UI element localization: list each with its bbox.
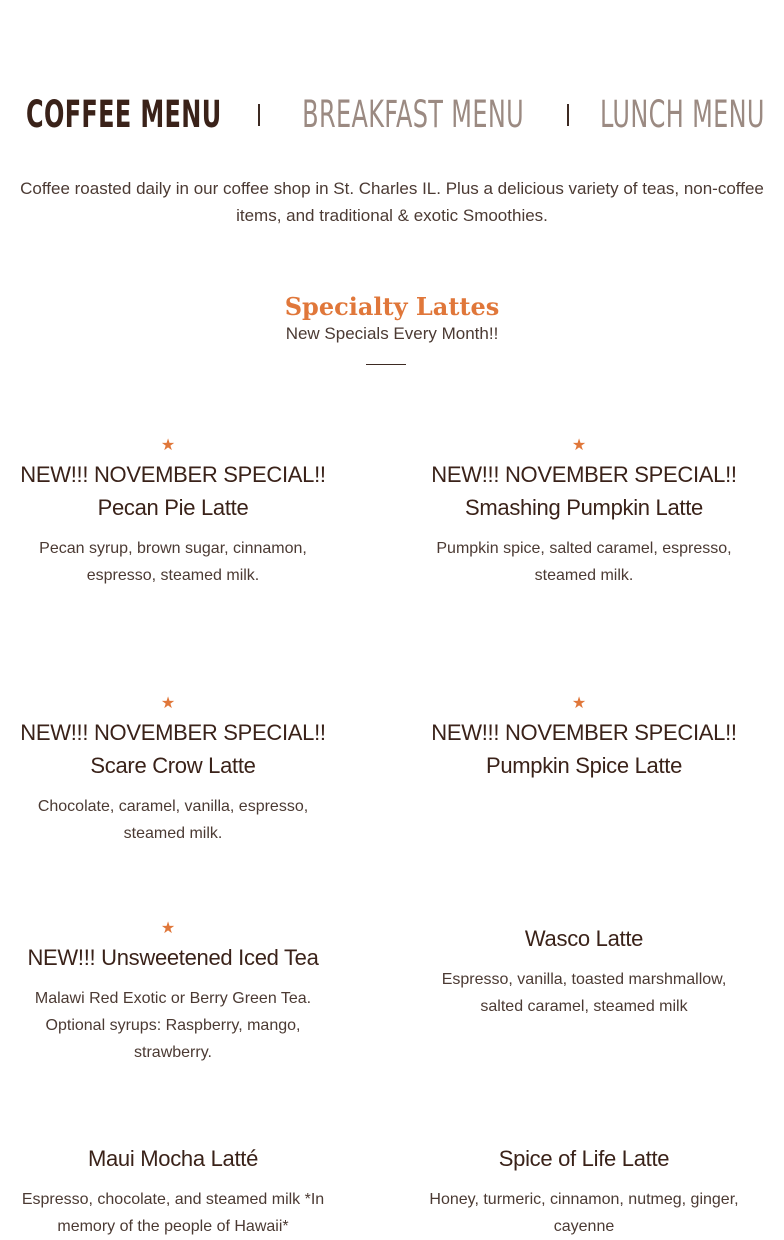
section-title: Specialty Lattes (284, 291, 500, 321)
star-icon: ★ (160, 695, 176, 712)
nav-breakfast-menu[interactable]: BREAKFAST MENU (302, 92, 525, 136)
menu-item-description: Chocolate, caramel, vanilla, espresso, steamed milk. (37, 798, 309, 842)
menu-item-description: Honey, turmeric, cinnamon, nutmeg, ginger, cayenne (429, 1191, 739, 1235)
menu-item-name: Wasco Latte (524, 926, 644, 951)
intro-text: Coffee roasted daily in our coffee shop in St. Charles IL. Plus a delicious variety of teas, non-coffee items, and traditional & exotic Smoothies. (20, 179, 764, 225)
star-icon: ★ (571, 437, 587, 454)
menu-item-name: Maui Mocha Latté (87, 1146, 259, 1171)
menu-item-name: Spice of Life Latte (498, 1146, 670, 1171)
nav-separator (258, 104, 260, 126)
menu-item-wasco-latte (429, 922, 739, 1020)
menu-item-spice-of-life-latte (429, 1142, 739, 1240)
nav-coffee-menu[interactable]: COFFEE MENU (25, 92, 222, 136)
menu-item-description: Pumpkin spice, salted caramel, espresso, steamed milk. (436, 540, 732, 584)
star-icon: ★ (160, 437, 176, 454)
menu-item-pumpkin-spice-latte (429, 696, 739, 782)
menu-item-maui-mocha-latte (18, 1142, 328, 1240)
menu-item-description: Espresso, chocolate, and steamed milk *In memory of the people of Hawaii* (21, 1191, 325, 1235)
menu-item-description: Malawi Red Exotic or Berry Green Tea. Optional syrups: Raspberry, mango, strawberry. (34, 990, 312, 1061)
menu-nav (0, 90, 784, 138)
menu-item-scare-crow-latte (18, 696, 328, 847)
star-icon: ★ (160, 920, 176, 937)
section-subtitle: New Specials Every Month!! (285, 324, 499, 343)
menu-item-name: NEW!!! NOVEMBER SPECIAL!! Pumpkin Spice Latte (431, 720, 737, 778)
star-icon: ★ (571, 695, 587, 712)
menu-item-description: Espresso, vanilla, toasted marshmallow, salted caramel, steamed milk (441, 971, 727, 1015)
menu-item-name: NEW!!! NOVEMBER SPECIAL!! Smashing Pumpkin Latte (431, 462, 737, 520)
menu-item-name: NEW!!! NOVEMBER SPECIAL!! Scare Crow Latte (20, 720, 326, 778)
section-divider (366, 364, 406, 365)
menu-item-pecan-pie-latte (18, 438, 328, 589)
nav-separator (567, 104, 569, 126)
menu-item-name: NEW!!! Unsweetened Iced Tea (27, 945, 319, 970)
menu-item-description: Pecan syrup, brown sugar, cinnamon, espresso, steamed milk. (39, 540, 307, 584)
menu-item-unsweetened-iced-tea (18, 921, 328, 1066)
menu-item-smashing-pumpkin-latte (429, 438, 739, 589)
nav-lunch-menu[interactable]: LUNCH MENU (599, 92, 765, 136)
menu-item-name: NEW!!! NOVEMBER SPECIAL!! Pecan Pie Latte (20, 462, 326, 520)
